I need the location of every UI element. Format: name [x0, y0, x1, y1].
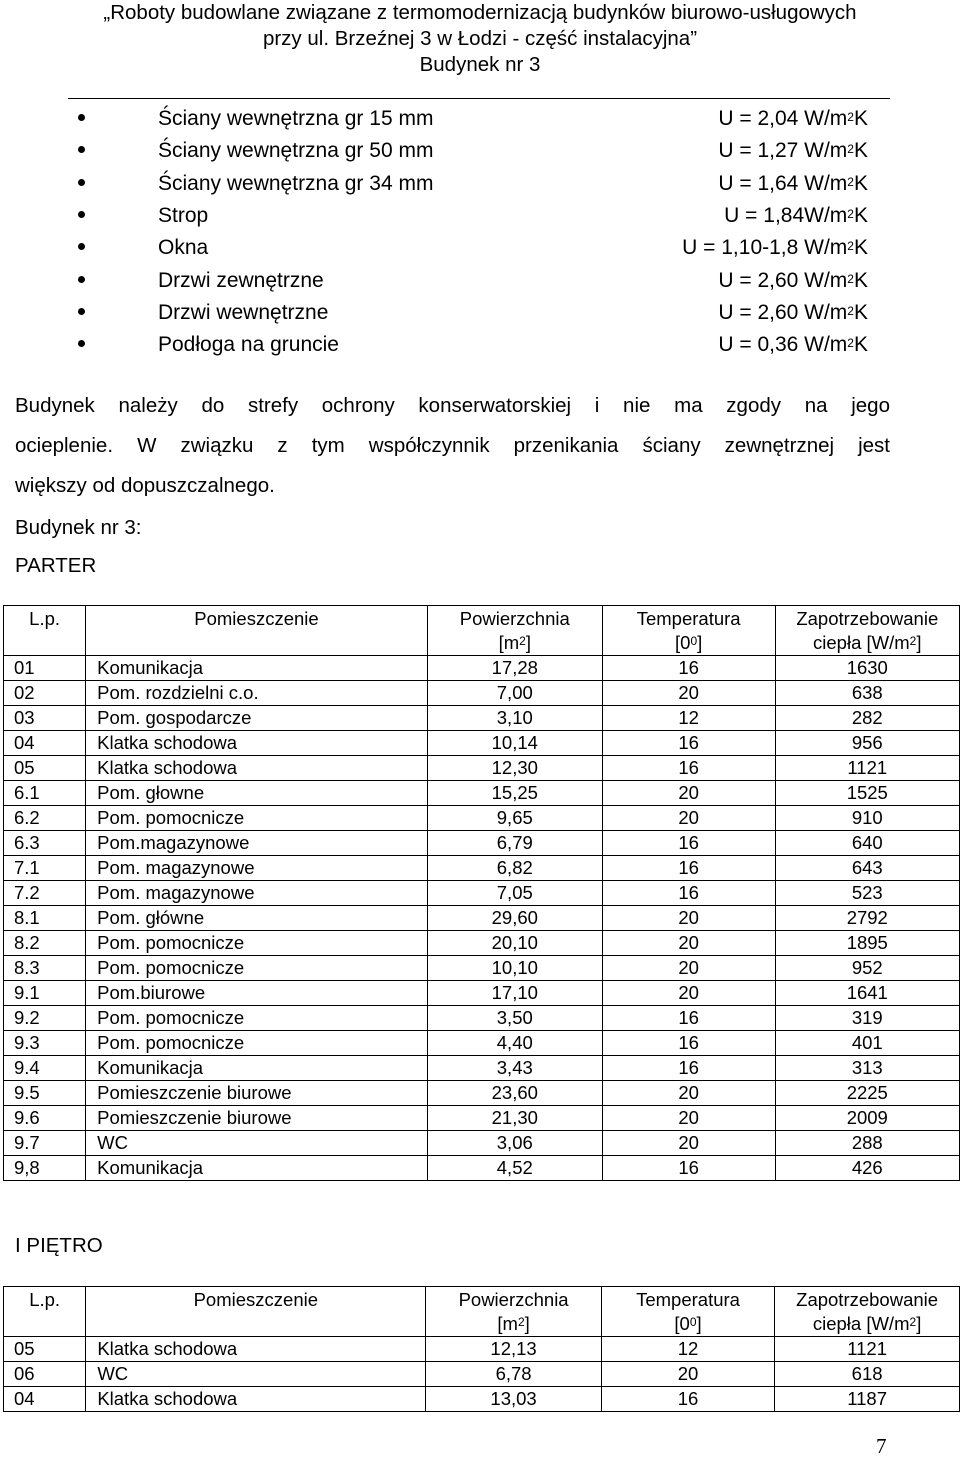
cell-heat: 2009	[775, 1106, 959, 1131]
cell-heat: 910	[775, 806, 959, 831]
cell-area: 3,06	[427, 1131, 602, 1156]
u-value-name: Podłoga na gruncie	[158, 333, 339, 357]
cell-heat: 313	[775, 1056, 959, 1081]
cell-area: 12,13	[426, 1337, 602, 1362]
bullet-icon	[78, 146, 85, 153]
cell-room: Pom. magazynowe	[86, 856, 428, 881]
note-paragraph	[15, 386, 890, 506]
table-row	[4, 831, 960, 856]
cell-room: WC	[86, 1131, 428, 1156]
cell-heat: 282	[775, 706, 959, 731]
cell-area: 12,30	[427, 756, 602, 781]
note-line-3: większy od dopuszczalnego.	[15, 474, 275, 497]
cell-area: 4,52	[427, 1156, 602, 1181]
u-value-value	[724, 201, 868, 231]
cell-room: Pom. głowne	[86, 781, 428, 806]
header-room: Pomieszczenie	[86, 1287, 426, 1337]
header-temp-unit-exp: 0	[690, 634, 698, 648]
cell-temp: 16	[602, 831, 775, 856]
u-value-item	[0, 104, 960, 136]
header-lp: L.p.	[4, 606, 86, 656]
u-value-name: Okna	[158, 236, 209, 260]
u-value-number: U = 2,04 W/m	[718, 107, 848, 130]
u-value-number: U = 1,10-1,8 W/m	[682, 236, 848, 260]
cell-area: 17,10	[427, 981, 602, 1006]
table-row	[4, 906, 960, 931]
header-area-unit-exp: 2	[519, 634, 526, 648]
header-temp-unit-close: ]	[696, 1313, 702, 1334]
cell-area: 29,60	[427, 906, 602, 931]
header-heat-unit-close: ]	[916, 1313, 922, 1334]
cell-lp: 9.6	[4, 1106, 86, 1131]
cell-heat: 618	[775, 1362, 960, 1387]
header-area	[426, 1287, 602, 1337]
u-value-exponent: 2	[847, 271, 854, 286]
cell-lp: 9.7	[4, 1131, 86, 1156]
u-value-number: U = 2,60 W/m	[718, 300, 848, 324]
bullet-icon	[78, 243, 85, 250]
cell-lp: 06	[4, 1362, 86, 1387]
cell-area: 6,78	[426, 1362, 602, 1387]
u-value-exponent: 2	[847, 174, 854, 189]
cell-room: Pom. gospodarcze	[86, 706, 428, 731]
cell-heat: 1525	[775, 781, 959, 806]
header-temp-unit-text: [0	[674, 1313, 690, 1334]
table-row	[4, 856, 960, 881]
cell-lp: 02	[4, 681, 86, 706]
header-temp-unit-exp: 0	[689, 1315, 697, 1329]
u-value-item	[0, 330, 960, 362]
building-label: Budynek nr 3:	[15, 516, 142, 539]
header-line-1: „Roboty budowlane związane z termomodernizacją budynków biurowo-usługowych	[103, 1, 857, 24]
u-value-value	[718, 136, 868, 166]
u-value-value	[718, 266, 868, 296]
cell-lp: 7.1	[4, 856, 86, 881]
header-heat-unit-text: ciepła [W/m	[812, 1313, 910, 1334]
cell-heat: 288	[775, 1131, 959, 1156]
u-value-number: U = 1,27 W/m	[718, 139, 848, 163]
u-value-unit: K	[853, 333, 868, 357]
header-heat	[775, 606, 959, 656]
cell-temp: 16	[602, 1031, 775, 1056]
header-temp-label: Temperatura	[636, 1289, 740, 1310]
cell-room: Klatka schodowa	[86, 731, 428, 756]
header-heat	[775, 1287, 960, 1337]
u-value-unit: K	[853, 236, 868, 260]
cell-room: WC	[86, 1362, 426, 1387]
table-row	[4, 1156, 960, 1181]
cell-room: Pom. główne	[86, 906, 428, 931]
cell-area: 4,40	[427, 1031, 602, 1056]
note-line-1: Budynek należy do strefy ochrony konserwatorskiej i nie ma zgody na jego	[15, 394, 890, 417]
cell-lp: 9.1	[4, 981, 86, 1006]
header-area-unit-text: [m	[498, 632, 520, 653]
cell-heat: 1641	[775, 981, 959, 1006]
cell-room: Pom.magazynowe	[86, 831, 428, 856]
table-row	[4, 881, 960, 906]
u-value-unit: K	[853, 300, 868, 324]
u-value-exponent: 2	[847, 336, 854, 351]
u-value-item	[0, 233, 960, 265]
cell-temp: 16	[602, 856, 775, 881]
header-line-3: Budynek nr 3	[419, 53, 541, 76]
cell-room: Komunikacja	[86, 1056, 428, 1081]
table-row	[4, 956, 960, 981]
header-heat-unit	[775, 1312, 959, 1336]
header-heat-unit-exp: 2	[909, 1315, 917, 1329]
cell-area: 6,79	[427, 831, 602, 856]
bullet-icon	[78, 179, 85, 186]
note-line-2: ocieplenie. W związku z tym współczynnik przenikania ściany zewnętrznej jest	[15, 434, 890, 457]
cell-temp: 20	[602, 1081, 775, 1106]
bullet-icon	[78, 276, 85, 283]
page-number: 7	[876, 1434, 887, 1458]
cell-lp: 04	[4, 1387, 86, 1412]
header-temp	[602, 606, 775, 656]
cell-heat: 643	[775, 856, 959, 881]
cell-area: 9,65	[427, 806, 602, 831]
cell-room: Komunikacja	[86, 656, 428, 681]
cell-lp: 6.1	[4, 781, 86, 806]
header-heat-label: Zapotrzebowanie	[796, 608, 939, 629]
header-area-label: Powierzchnia	[459, 608, 570, 629]
cell-area: 7,00	[427, 681, 602, 706]
cell-room: Pom. pomocnicze	[86, 1031, 428, 1056]
header-lp: L.p.	[4, 1287, 86, 1337]
cell-lp: 01	[4, 656, 86, 681]
cell-lp: 05	[4, 756, 86, 781]
cell-temp: 16	[602, 1156, 775, 1181]
cell-lp: 8.3	[4, 956, 86, 981]
cell-room: Pom. pomocnicze	[86, 956, 428, 981]
u-value-exponent: 2	[847, 239, 854, 254]
cell-heat: 1121	[775, 1337, 960, 1362]
cell-lp: 7.2	[4, 881, 86, 906]
u-value-name: Ściany wewnętrzna gr 15 mm	[158, 107, 434, 130]
cell-heat: 1187	[775, 1387, 960, 1412]
cell-area: 3,10	[427, 706, 602, 731]
u-value-number: U = 2,60 W/m	[718, 268, 848, 292]
cell-lp: 9.3	[4, 1031, 86, 1056]
cell-heat: 319	[775, 1006, 959, 1031]
table-row	[4, 1131, 960, 1156]
u-value-unit: K	[853, 139, 868, 163]
u-value-value	[718, 104, 868, 134]
table-row	[4, 1387, 960, 1412]
u-value-number: U = 0,36 W/m	[718, 333, 848, 357]
header-area-unit	[428, 631, 602, 655]
u-value-item	[0, 169, 960, 201]
header-area-unit-text: [m	[497, 1313, 518, 1334]
cell-room: Komunikacja	[86, 1156, 428, 1181]
cell-temp: 16	[602, 881, 775, 906]
cell-temp: 16	[602, 656, 775, 681]
cell-room: Klatka schodowa	[86, 756, 428, 781]
header-area-unit-close: ]	[525, 632, 531, 653]
cell-lp: 8.1	[4, 906, 86, 931]
cell-temp: 16	[601, 1387, 774, 1412]
header-room: Pomieszczenie	[86, 606, 428, 656]
u-value-item	[0, 298, 960, 330]
table-row	[4, 706, 960, 731]
u-value-name: Ściany wewnętrzna gr 50 mm	[158, 139, 434, 163]
bullet-icon	[78, 340, 85, 347]
bullet-icon	[78, 211, 85, 218]
u-value-item	[0, 201, 960, 233]
u-value-unit: K	[853, 107, 868, 130]
header-area-unit-exp: 2	[517, 1315, 525, 1329]
cell-heat: 426	[775, 1156, 959, 1181]
cell-temp: 16	[602, 756, 775, 781]
cell-heat: 640	[775, 831, 959, 856]
cell-lp: 9.2	[4, 1006, 86, 1031]
header-temp-unit	[603, 631, 775, 655]
cell-room: Pomieszczenie biurowe	[86, 1106, 428, 1131]
cell-room: Klatka schodowa	[86, 1337, 426, 1362]
u-value-unit: K	[853, 203, 868, 227]
cell-area: 23,60	[427, 1081, 602, 1106]
u-value-name: Drzwi wewnętrzne	[158, 300, 329, 324]
header-heat-unit-exp: 2	[909, 634, 917, 648]
header-temp	[601, 1287, 774, 1337]
table-row	[4, 681, 960, 706]
cell-lp: 9.4	[4, 1056, 86, 1081]
u-value-exponent: 2	[847, 206, 854, 221]
table-row	[4, 1081, 960, 1106]
table-row	[4, 806, 960, 831]
header-divider	[68, 98, 890, 99]
parter-table	[3, 605, 960, 1181]
cell-lp: 05	[4, 1337, 86, 1362]
cell-lp: 6.3	[4, 831, 86, 856]
cell-area: 3,50	[427, 1006, 602, 1031]
cell-area: 3,43	[427, 1056, 602, 1081]
header-temp-label: Temperatura	[636, 608, 741, 629]
table-row	[4, 1006, 960, 1031]
u-value-number: U = 1,84W/m	[724, 203, 848, 227]
header-heat-label: Zapotrzebowanie	[796, 1289, 939, 1310]
table-row	[4, 1106, 960, 1131]
cell-room: Pom.biurowe	[86, 981, 428, 1006]
cell-area: 15,25	[427, 781, 602, 806]
document-header	[0, 0, 960, 78]
u-value-name: Drzwi zewnętrzne	[158, 268, 324, 292]
cell-area: 21,30	[427, 1106, 602, 1131]
cell-area: 7,05	[427, 881, 602, 906]
cell-temp: 20	[602, 981, 775, 1006]
table-header-row	[4, 1287, 960, 1337]
section-title-pietro: I PIĘTRO	[15, 1234, 103, 1257]
cell-temp: 16	[602, 731, 775, 756]
u-value-exponent: 2	[847, 142, 854, 157]
cell-temp: 20	[602, 906, 775, 931]
cell-temp: 16	[602, 1006, 775, 1031]
header-heat-unit	[776, 631, 959, 655]
table-row	[4, 781, 960, 806]
cell-room: Pom. pomocnicze	[86, 806, 428, 831]
cell-temp: 20	[602, 1106, 775, 1131]
header-area	[427, 606, 602, 656]
u-value-value	[682, 233, 868, 263]
cell-temp: 20	[602, 681, 775, 706]
table-row	[4, 1362, 960, 1387]
u-value-unit: K	[853, 268, 868, 292]
u-value-name: Ściany wewnętrzna gr 34 mm	[158, 171, 434, 195]
cell-temp: 20	[602, 931, 775, 956]
cell-heat: 2225	[775, 1081, 959, 1106]
header-heat-unit-text: ciepła [W/m	[813, 632, 910, 653]
u-value-value	[718, 169, 868, 199]
cell-heat: 1895	[775, 931, 959, 956]
header-area-unit	[426, 1312, 601, 1336]
cell-heat: 1630	[775, 656, 959, 681]
section-title-parter: PARTER	[15, 554, 97, 577]
header-line-2: przy ul. Brzeźnej 3 w Łodzi - część instalacyjna”	[262, 27, 698, 50]
table-row	[4, 656, 960, 681]
cell-lp: 03	[4, 706, 86, 731]
u-value-value	[718, 298, 868, 328]
cell-heat: 956	[775, 731, 959, 756]
cell-area: 10,14	[427, 731, 602, 756]
cell-room: Klatka schodowa	[86, 1387, 426, 1412]
cell-heat: 638	[775, 681, 959, 706]
cell-temp: 20	[602, 1131, 775, 1156]
table-row	[4, 981, 960, 1006]
cell-room: Pom. magazynowe	[86, 881, 428, 906]
cell-lp: 8.2	[4, 931, 86, 956]
table-row	[4, 1031, 960, 1056]
table-row	[4, 931, 960, 956]
cell-temp: 20	[601, 1362, 774, 1387]
table-row	[4, 731, 960, 756]
table-row	[4, 1337, 960, 1362]
cell-lp: 6.2	[4, 806, 86, 831]
header-temp-unit-close: ]	[697, 632, 703, 653]
header-heat-unit-close: ]	[916, 632, 922, 653]
cell-lp: 04	[4, 731, 86, 756]
u-value-exponent: 2	[847, 303, 854, 318]
cell-area: 17,28	[427, 656, 602, 681]
cell-area: 6,82	[427, 856, 602, 881]
cell-heat: 2792	[775, 906, 959, 931]
cell-room: Pom. pomocnicze	[86, 931, 428, 956]
cell-heat: 401	[775, 1031, 959, 1056]
cell-temp: 12	[601, 1337, 774, 1362]
u-value-name: Strop	[158, 203, 209, 227]
pietro-table	[3, 1286, 960, 1412]
cell-heat: 1121	[775, 756, 959, 781]
cell-temp: 12	[602, 706, 775, 731]
table-row	[4, 756, 960, 781]
cell-temp: 20	[602, 781, 775, 806]
bullet-icon	[78, 308, 85, 315]
u-value-number: U = 1,64 W/m	[718, 171, 848, 195]
bullet-icon	[78, 114, 85, 121]
header-area-unit-close: ]	[524, 1313, 530, 1334]
u-value-unit: K	[853, 171, 868, 195]
cell-room: Pom. pomocnicze	[86, 1006, 428, 1031]
cell-heat: 523	[775, 881, 959, 906]
u-value-value	[718, 330, 868, 360]
cell-area: 13,03	[426, 1387, 602, 1412]
u-value-item	[0, 266, 960, 298]
cell-lp: 9.5	[4, 1081, 86, 1106]
table-row	[4, 1056, 960, 1081]
cell-temp: 16	[602, 1056, 775, 1081]
cell-area: 10,10	[427, 956, 602, 981]
cell-temp: 20	[602, 806, 775, 831]
header-area-label: Powierzchnia	[458, 1289, 569, 1310]
cell-temp: 20	[602, 956, 775, 981]
cell-heat: 952	[775, 956, 959, 981]
cell-room: Pomieszczenie biurowe	[86, 1081, 428, 1106]
cell-lp: 9,8	[4, 1156, 86, 1181]
header-temp-unit-text: [0	[675, 632, 691, 653]
cell-room: Pom. rozdzielni c.o.	[86, 681, 428, 706]
table-header-row	[4, 606, 960, 656]
header-temp-unit	[602, 1312, 774, 1336]
cell-area: 20,10	[427, 931, 602, 956]
u-value-item	[0, 136, 960, 168]
u-value-exponent: 2	[847, 110, 854, 124]
